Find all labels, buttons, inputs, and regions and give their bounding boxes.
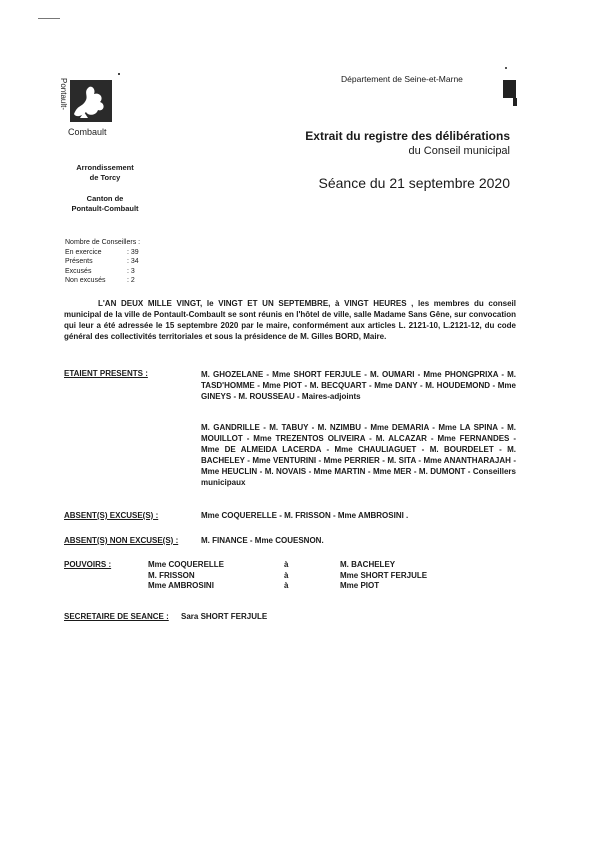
- stats-row: [65, 248, 140, 258]
- arrondissement: [55, 163, 155, 183]
- stats-row: [65, 276, 140, 286]
- secretaire-label: SECRETAIRE DE SEANCE :: [64, 612, 169, 621]
- absents-excuses-label: ABSENT(S) EXCUSE(S) :: [64, 511, 159, 520]
- pouvoirs-label: POUVOIRS :: [64, 560, 112, 569]
- pouvoir-a: à: [284, 560, 289, 569]
- absents-non-excuses-text: M. FINANCE - Mme COUESNON.: [201, 536, 324, 545]
- intro-paragraph: L'AN DEUX MILLE VINGT, le VINGT ET UN SEPTEMBRE, à VINGT HEURES , les membres du conseil municipal de la ville de Pontault-Combault se sont réunis en l'hôtel de ville, salle Madame Sans Gêne, sur convocation qui leur a été adressée le 15 septembre 2020 par le maire, conformément aux articles L. 2121-10, L.2121-12, du code général des collectivités territoriales et sous la présidence de M. Gilles BORD, Maire.: [64, 299, 516, 341]
- pouvoir-from: Mme COQUERELLE: [148, 560, 225, 569]
- document-subtitle: du Conseil municipal: [408, 145, 510, 157]
- stats-label: En exercice: [65, 248, 102, 256]
- canton-label: Canton de: [86, 194, 124, 203]
- dept-dot: [505, 67, 507, 69]
- stats-value: : 34: [127, 258, 139, 265]
- absents-non-excuses-label: ABSENT(S) NON EXCUSE(S) :: [64, 536, 179, 545]
- seance-date: Séance du 21 septembre 2020: [318, 175, 510, 191]
- stats-heading: Nombre de Conseillers :: [65, 239, 141, 246]
- scan-mark: [38, 18, 60, 19]
- pouvoir-from: M. FRISSON: [148, 570, 195, 580]
- stats-value: : 2: [127, 277, 135, 284]
- pouvoir-to: M. BACHELEY: [340, 560, 396, 569]
- pouvoir-row: [148, 571, 427, 582]
- city-logo: [60, 78, 114, 124]
- stats-label: Excusés: [65, 267, 92, 275]
- pouvoir-to: Mme SHORT FERJULE: [340, 570, 428, 580]
- pouvoir-to: Mme PIOT: [340, 581, 380, 590]
- pouvoir-row: [148, 560, 427, 571]
- stats-label: Non excusés: [65, 277, 106, 284]
- pouvoir-a: à: [284, 570, 289, 580]
- stats-row: [65, 257, 140, 267]
- conseillers-stats: [65, 238, 140, 286]
- presents-adjoints: M. GHOZELANE - Mme SHORT FERJULE - M. OUMARI - Mme PHONGPRIXA - M. TASD'HOMME - Mme PIOT - M. BECQUART - Mme DANY - M. HOUDEMOND - Mme GINEYS - M. ROUSSEAU - Maires-adjoints: [201, 370, 516, 401]
- pouvoir-from: Mme AMBROSINI: [148, 581, 214, 590]
- pouvoir-row: [148, 581, 427, 592]
- document-title: Extrait du registre des délibérations: [305, 129, 510, 143]
- presents-conseillers: M. GANDRILLE - M. TABUY - M. NZIMBU - Mme DEMARIA - Mme LA SPINA - M. MOUILLOT - Mme TREZENTOS OLIVEIRA - M. ALCAZAR - Mme FERNANDES - Mme DE ALMEIDA LACERDA - Mme CHAULIAGUET - M. BOURDELET - M. BACHELEY - Mme VENTURINI - Mme PERRIER - M. SITA - Mme ANANTHARAJAH - Mme HEUCLIN - M. NOVAIS - Mme MARTIN - Mme MER - M. DUMONT - Conseillers municipaux: [201, 423, 516, 487]
- secretaire-name: Sara SHORT FERJULE: [181, 612, 268, 621]
- arrondissement-name: de Torcy: [89, 173, 121, 182]
- stats-label: Présents: [65, 258, 93, 265]
- city-logo-emblem-icon: [60, 78, 114, 124]
- logo-dot: [118, 73, 120, 75]
- registration-mark: [503, 80, 516, 98]
- canton-name: Pontault-Combault: [71, 204, 139, 213]
- logo-text: Combault: [68, 127, 107, 137]
- absents-excuses-text: Mme COQUERELLE - M. FRISSON - Mme AMBROSINI .: [201, 511, 409, 520]
- stats-value: : 39: [127, 248, 139, 256]
- registration-mark-small: [513, 98, 517, 106]
- stats-row: [65, 267, 140, 277]
- pouvoirs-table: [148, 560, 427, 592]
- canton: [55, 194, 155, 214]
- presents-label: ETAIENT PRESENTS :: [64, 369, 148, 378]
- arrondissement-label: Arrondissement: [76, 163, 134, 172]
- logo-vertical-text: Pontault-: [59, 78, 68, 111]
- pouvoir-a: à: [284, 581, 289, 590]
- department-name: Département de Seine-et-Marne: [341, 74, 463, 84]
- stats-value: : 3: [127, 267, 135, 275]
